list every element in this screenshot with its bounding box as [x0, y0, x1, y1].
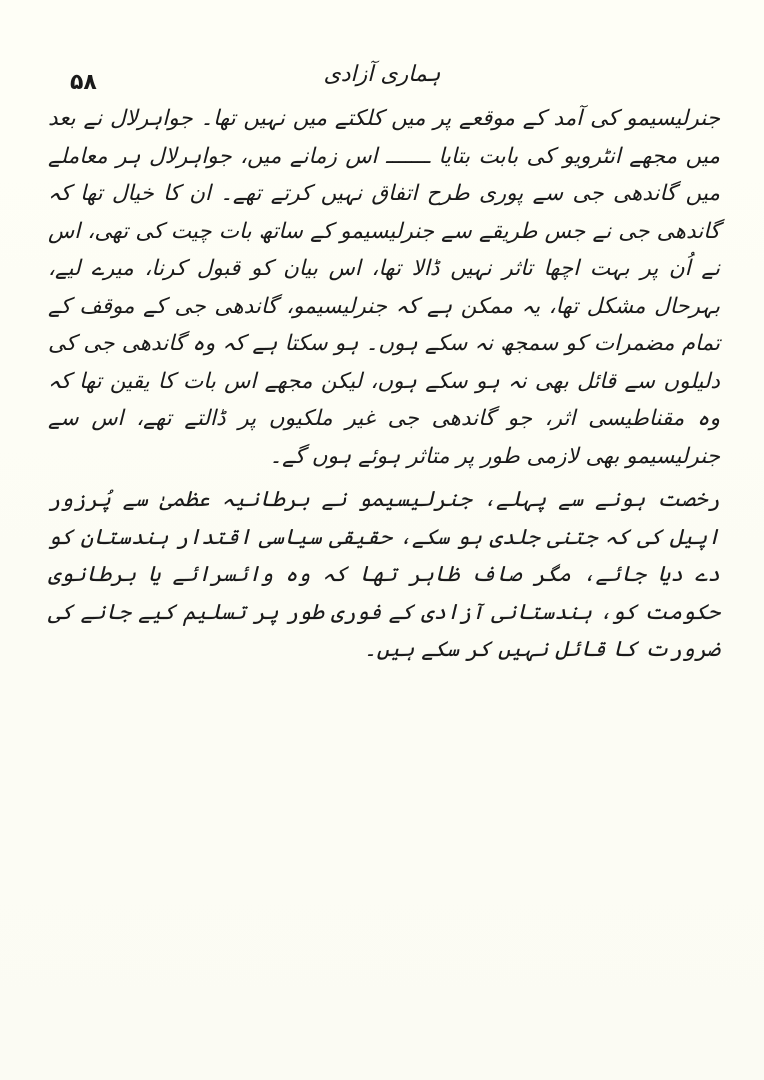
page-header	[60, 62, 704, 102]
paragraph-1: جنرلیسیمو کی آمد کے موقعے پر میں کلکتے میں نہیں تھا۔ جواہرلال نے بعد میں مجھے انٹرویو کی بابت بتایا ـــــــ اس زمانے میں، جواہرلال ہر معاملے میں گاندھی جی سے پوری طرح اتفاق نہیں کرتے تھے۔ ان کا خیال تھا کہ گاندھی جی نے جس طریقے سے جنرلیسیمو کے ساتھ بات چیت کی تھی، اس نے اُن پر بہت اچھا تاثر نہیں ڈالا تھا، اس بیان کو قبول کرنا، میرے لیے، بہرحال مشکل تھا، یہ ممکن ہے کہ جنرلیسیمو، گاندھی جی کے موقف کے تمام مضمرات کو سمجھ نہ سکے ہوں۔ ہو سکتا ہے کہ وہ گاندھی جی کی دلیلوں سے قائل بھی نہ ہو سکے ہوں، لیکن مجھے اس بات کا یقین تھا کہ وہ مقناطیسی اثر، جو گاندھی جی غیر ملکیوں پر ڈالتے تھے، اس سے جنرلیسیمو بھی لازمی طور پر متاثر ہوئے ہوں گے۔	[48, 106, 720, 469]
running-title: ہماری آزادی	[323, 62, 441, 87]
paragraph-2: رخصت ہونے سے پہلے، جنرلیسیمو نے برطانیہ عظمیٰ سے پُرزور اپیل کی کہ جتنی جلدی ہو سکے، حقیقی سیاسی اقتدار ہندستان کو دے دیا جائے، مگر صاف ظاہر تھا کہ وہ وائسرائے یا برطانوی حکومت کو، ہندستانی آزادی کے فوری طور پر تسلیم کیے جانے کی ضرورت کا قائل نہیں کر سکے ہیں۔	[48, 487, 720, 662]
page-number: ۵۸	[70, 70, 97, 95]
body-text	[48, 100, 720, 669]
